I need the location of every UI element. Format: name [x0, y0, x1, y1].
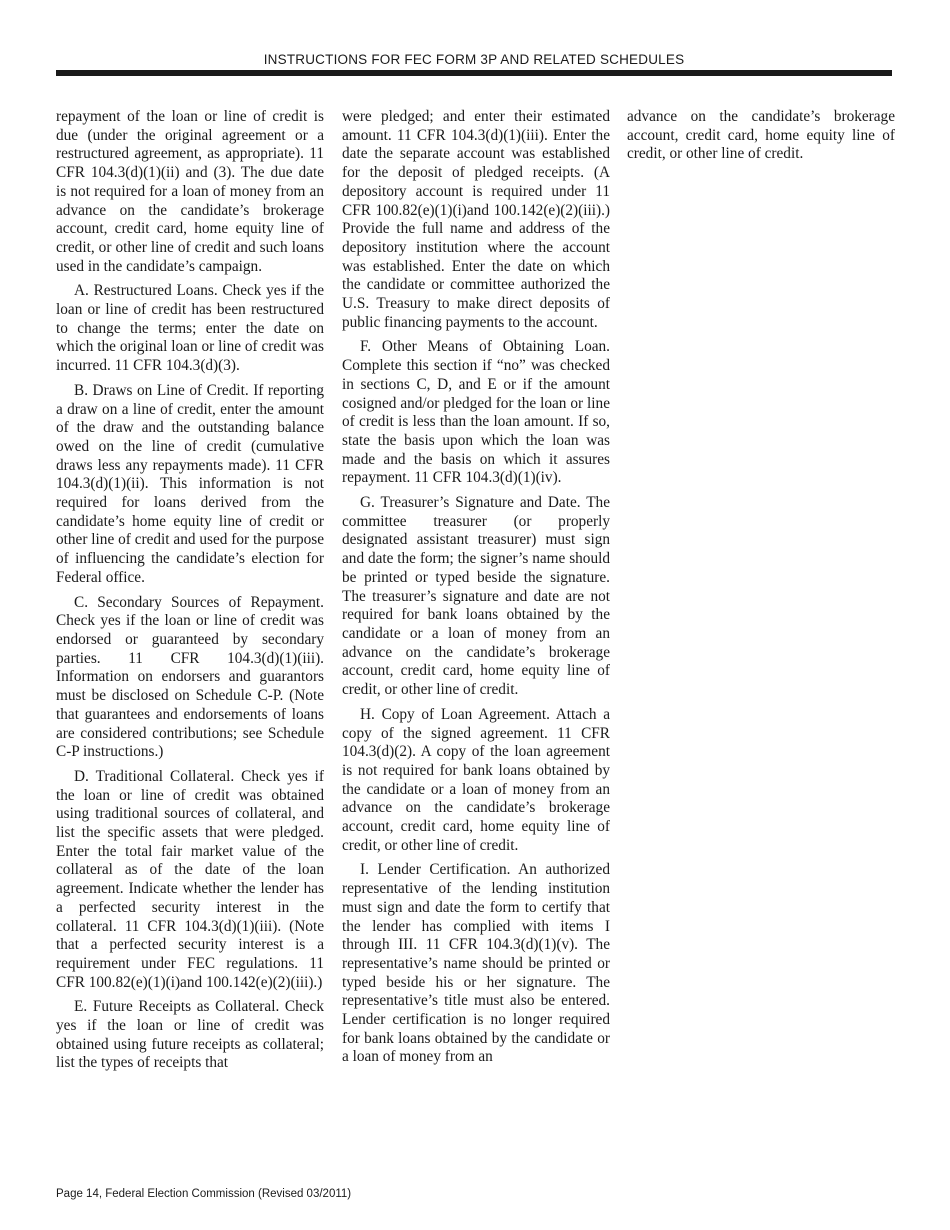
- paragraph-future-receipts-continued: were pledged; and enter their estimated amount. 11 CFR 104.3(d)(1)(iii). Enter the date the separate account was established for the deposit of pledged receipts. (A depository account is required under 11 CFR 100.82(e)(1)(i)and 100.142(e)(2)(iii).) Provide the full name and address of the depository institution where the account was established. Enter the date on which the candidate or committee authorized the U.S. Treasury to make direct deposits of public financing payments to the account.: [342, 108, 610, 331]
- page-footer: Page 14, Federal Election Commission (Revised 03/2011): [56, 1188, 352, 1200]
- paragraph-draws-on-line-of-credit: B. Draws on Line of Credit. If reporting a draw on a line of credit, enter the amount of the draw and the outstanding balance owed on the line of credit (cumulative draws less any repayments made). 11 CFR 104.3(d)(1)(ii). This information is not required for loans derived from the candidate’s home equity line of credit or other line of credit and used for the purpose of influencing the candidate’s election for Federal office.: [56, 381, 324, 586]
- paragraph-copy-of-loan-agreement: H. Copy of Loan Agreement. Attach a copy of the signed agreement. 11 CFR 104.3(d)(2). A copy of the loan agreement is not required for bank loans obtained by the candidate or a loan of money from an advance on the candidate’s brokerage account, credit card, home equity line of credit, or other line of credit.: [342, 705, 610, 854]
- text-column-2: [342, 108, 610, 1073]
- paragraph-secondary-sources-of-repayment: C. Secondary Sources of Repayment. Check yes if the loan or line of credit was endorsed or guaranteed by secondary parties. 11 CFR 104.3(d)(1)(iii). Information on endorsers and guarantors must be disclosed on Schedule C-P. (Note that guarantees and endorsements of loans are considered contributions; see Schedule C-P instructions.): [56, 593, 324, 761]
- paragraph-traditional-collateral: D. Traditional Collateral. Check yes if the loan or line of credit was obtained using traditional sources of collateral, and list the specific assets that were pledged. Enter the total fair market value of the collateral as of the date of the loan agreement. Indicate whether the lender has a perfected security interest in the collateral. 11 CFR 104.3(d)(1)(iii). (Note that a perfected security interest is a requirement under FEC regulations. 11 CFR 100.82(e)(1)(i)and 100.142(e)(2)(iii).): [56, 767, 324, 991]
- text-column-3: [627, 108, 895, 170]
- text-column-1: [56, 108, 324, 1079]
- paragraph-other-means-of-obtaining-loan: F. Other Means of Obtaining Loan. Complete this section if “no” was checked in sections C, D, and E or if the amount cosigned and/or pledged for the loan or line of credit is less than the loan amount. If so, state the basis upon which the loan was made and the basis on which it assures repayment. 11 CFR 104.3(d)(1)(iv).: [342, 338, 610, 487]
- paragraph-future-receipts-as-collateral: E. Future Receipts as Collateral. Check yes if the loan or line of credit was obtained using future receipts as collateral; list the types of receipts that: [56, 998, 324, 1072]
- paragraph-restructured-loans: A. Restructured Loans. Check yes if the loan or line of credit has been restructured to change the terms; enter the date on which the original loan or line of credit was incurred. 11 CFR 104.3(d)(3).: [56, 282, 324, 375]
- header-rule: [56, 70, 892, 76]
- paragraph-loan-due-date-continued: repayment of the loan or line of credit is due (under the original agreement or a restructured agreement, as appropriate). 11 CFR 104.3(d)(1)(ii) and (3). The due date is not required for a loan of money from an advance on the candidate’s brokerage account, credit card, home equity line of credit, or other line of credit and such loans used in the candidate’s campaign.: [56, 108, 324, 275]
- paragraph-treasurer-signature: G. Treasurer’s Signature and Date. The committee treasurer (or properly designated assistant treasurer) must sign and date the form; the signer’s name should be printed or typed beside the signature. The treasurer’s signature and date are not required for bank loans obtained by the candidate or a loan of money from an advance on the candidate’s brokerage account, credit card, home equity line of credit, or other line of credit.: [342, 494, 610, 699]
- page-header: INSTRUCTIONS FOR FEC FORM 3P AND RELATED SCHEDULES: [263, 52, 685, 67]
- paragraph-lender-certification-continued: advance on the candidate’s brokerage account, credit card, home equity line of credit, or other line of credit.: [627, 108, 895, 163]
- paragraph-lender-certification: I. Lender Certification. An authorized representative of the lending institution must sign and date the form to certify that the lender has complied with items I through III. 11 CFR 104.3(d)(1)(v). The representative’s name should be printed or typed beside his or her signature. The representative’s title must also be entered. Lender certification is no longer required for bank loans obtained by the candidate or a loan of money from an: [342, 861, 610, 1066]
